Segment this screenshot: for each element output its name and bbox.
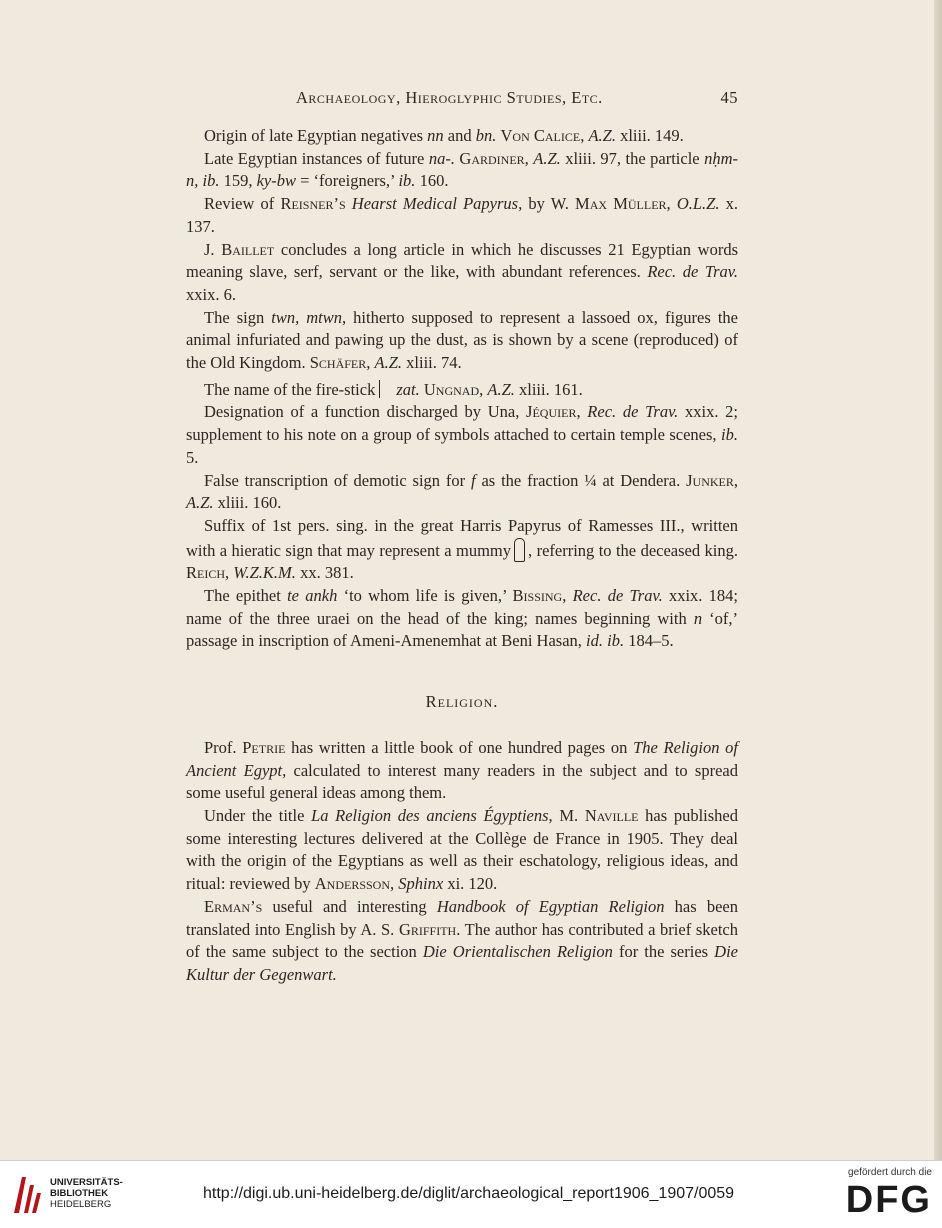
- paragraph: Suffix of 1st pers. sing. in the great Harris Papyrus of Ramesses III., written with a hieratic sign that may represent a mummy , referring to the deceased king. Reich, W.Z.K.M. xx. 381.: [186, 515, 738, 583]
- paragraph: Designation of a function discharged by Una, Jéquier, Rec. de Trav. xxix. 2; supplement to his note on a group of symbols attached to certain temple scenes, ib. 5.: [186, 402, 739, 467]
- running-head: [186, 88, 738, 112]
- paragraph: False transcription of demotic sign for f as the fraction ¼ at Dendera. Junker, A.Z. xliii. 160.: [186, 470, 738, 513]
- paragraph: J. Baillet concludes a long article in which he discusses 21 Egyptian words meaning slave, serf, servant or the like, with abundant references. Rec. de Trav. xxix. 6.: [186, 239, 738, 304]
- paragraph: Review of Reisner’s Hearst Medical Papyrus, by W. Max Müller, O.L.Z. x. 137.: [186, 194, 739, 236]
- paragraph: The name of the fire-stick zat. Ungnad, A.Z. xliii. 161.: [204, 379, 583, 399]
- paragraph: Late Egyptian instances of future na-. Gardiner, A.Z. xliii. 97, the particle nḥm-n, ib. 159, ky-bw = ‘foreigners,’ ib. 160.: [186, 148, 738, 191]
- paragraph: Under the title La Religion des anciens Égyptiens, M. Naville has published some interesting lectures delivered at the Collège de France in 1905. They deal with the origin of the Egyptians as well as their eschatology, religious ideas, and ritual: reviewed by Andersson, Sphinx xi. 120.: [186, 805, 738, 894]
- running-head-title: Archaeology, Hieroglyphic Studies, Etc.: [296, 88, 603, 107]
- section-heading: Religion.: [425, 692, 499, 712]
- library-name: UNIVERSITÄTS- BIBLIOTHEK HEIDELBERG: [50, 1177, 123, 1210]
- paragraph: The sign twn, mtwn, hitherto supposed to represent a lassoed ox, figures the animal infuriated and pawing up the dust, as is shown by a scene (reproduced) of the Old Kingdom. Schäfer, A.Z. xliii. 74.: [186, 307, 738, 373]
- viewer-footer: [0, 1160, 942, 1228]
- library-emblem-icon: [10, 1173, 44, 1215]
- page-number: 45: [720, 88, 738, 107]
- fire-stick-hieroglyph-icon: [379, 380, 392, 398]
- paragraph: Prof. Petrie has written a little book of one hundred pages on The Religion of Ancient Egypt, calculated to interest many readers in the subject and to spread some useful general ideas among them.: [186, 737, 738, 803]
- body-text: [186, 125, 738, 987]
- university-library-logo[interactable]: [10, 1173, 123, 1215]
- page-edge-shadow: [934, 0, 942, 1160]
- permalink-url[interactable]: http://digi.ub.uni-heidelberg.de/diglit/archaeological_report1906_1907/0059: [203, 1185, 735, 1202]
- dfg-logo-text: DFG: [845, 1179, 932, 1221]
- dfg-caption: gefördert durch die: [848, 1167, 932, 1178]
- paragraph: The epithet te ankh ‘to whom life is given,’ Bissing, Rec. de Trav. xxix. 184; name of the three uraei on the head of the king; names beginning with n ‘of,’ passage in inscription of Ameni-Amenemhat at Beni Hasan, id. ib. 184–5.: [186, 586, 739, 651]
- paragraph: Erman’s useful and interesting Handbook of Egyptian Religion has been translated into English by A. S. Griffith. The author has contributed a brief sketch of the same subject to the section Die Orientalischen Religion for the series Die Kultur der Gegenwart.: [186, 896, 738, 984]
- mummy-hieroglyph-icon: [514, 538, 525, 562]
- paragraph: Origin of late Egyptian negatives nn and bn. Von Calice, A.Z. xliii. 149.: [204, 126, 684, 145]
- dfg-funding-logo[interactable]: [822, 1167, 932, 1223]
